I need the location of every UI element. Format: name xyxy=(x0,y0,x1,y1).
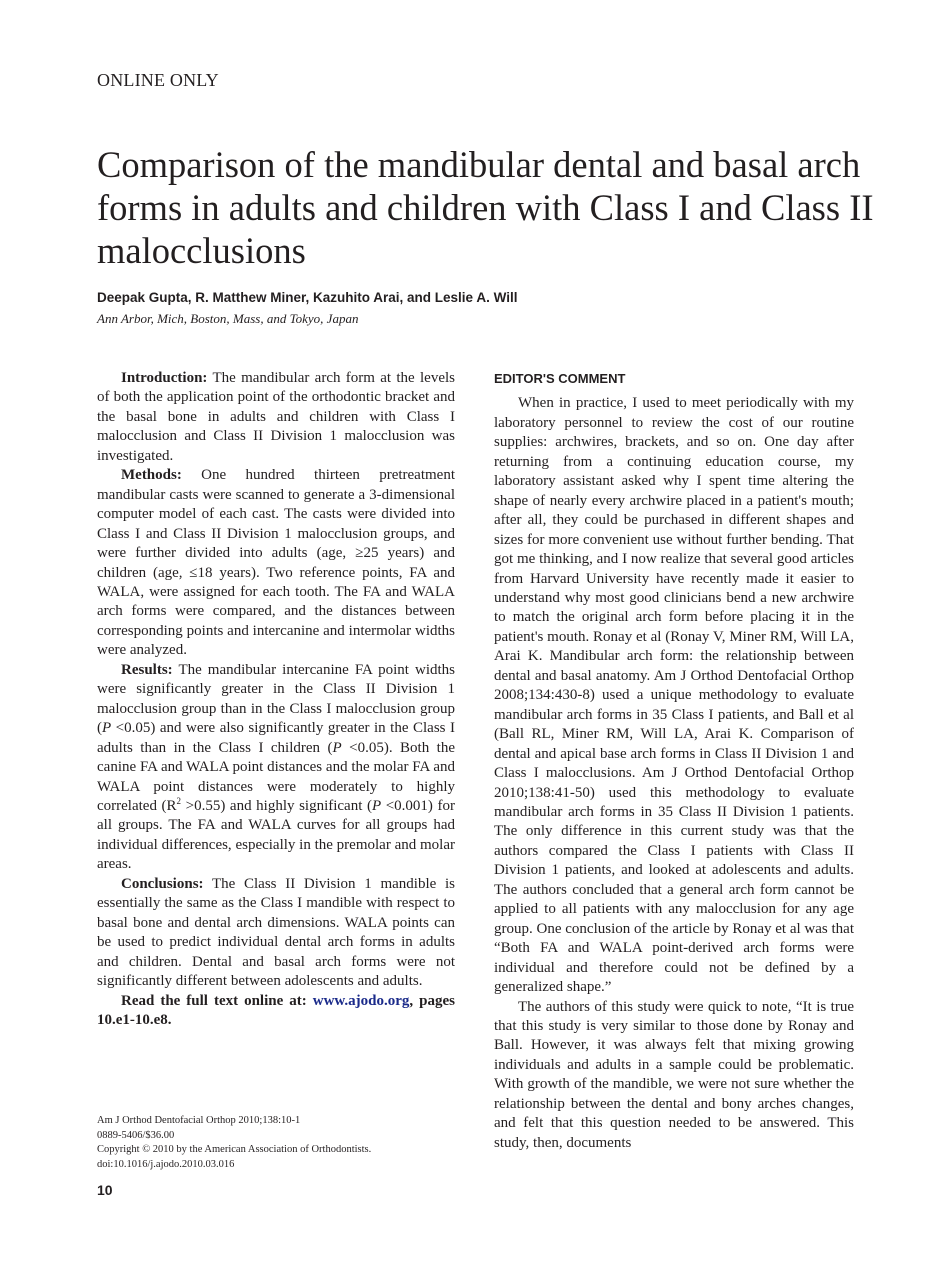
results-text: >0.55) and highly significant ( xyxy=(181,797,372,814)
p-symbol: P xyxy=(332,739,342,756)
abstract-results xyxy=(97,661,455,875)
abstract-introduction xyxy=(97,369,455,466)
p-symbol: P xyxy=(371,797,382,814)
conclusions-label: Conclusions: xyxy=(121,875,204,892)
abstract xyxy=(97,369,455,1030)
editor-comment-heading: EDITOR'S COMMENT xyxy=(494,371,626,386)
doi: doi:10.1016/j.ajodo.2010.03.016 xyxy=(97,1158,235,1170)
issn: 0889-5406/$36.00 xyxy=(97,1129,175,1141)
ajodo-link[interactable]: www.ajodo.org xyxy=(312,992,410,1009)
editor-comment xyxy=(494,369,854,1153)
editor-comment-paragraph: The authors of this study were quick to note, “It is true that this study is very similar to those done by Ronay and Ball. However, it was always felt that mixing growing individuals and adults in a sample could be problematic. With growth of the mandible, we were not sure whether the relationship between the dental and bony arches changes, and felt that this question needed to be answered. This study, then, documents xyxy=(494,998,854,1151)
results-text: The mandibular intercanine FA point widths were significantly greater in the Class II Division 1 malocclusion group than in the Class I malocclusion group ( xyxy=(97,661,455,737)
authors: Deepak Gupta, R. Matthew Miner, Kazuhito Arai, and Leslie A. Will xyxy=(97,290,518,305)
results-text: <0.05). Both the canine FA and WALA point distances and the molar FA and WALA point distances were moderately to highly correlated (R xyxy=(97,739,455,814)
conclusions-text: The Class II Division 1 mandible is essentially the same as the Class I mandible with respect to basal bone and dental arch dimensions. WALA points can be used to predict individual dental arch forms in adults and children. Dental and basal arch forms were not significantly different between adolescents and adults. xyxy=(97,875,455,990)
page-number: 10 xyxy=(97,1182,113,1198)
methods-label: Methods: xyxy=(121,467,182,484)
results-text: <0.001) for all groups. The FA and WALA curves for all groups had individual differences, especially in the premolar and molar areas. xyxy=(97,797,455,873)
copyright: Copyright © 2010 by the American Association of Orthodontists. xyxy=(97,1144,372,1155)
editor-comment-paragraph: When in practice, I used to meet periodically with my laboratory personnel to review the cost of our routine supplies: archwires, brackets, and so on. One day after returning from a continuing education course, my laboratory assistant asked why I spent time altering the shape of nearly every archwire placed in a patient's mouth; after all, they could be purchased in different shapes and sizes for more convenient use without further bending. That got me thinking, and I now realize that several good articles from Harvard University have recently made it easier to understand why most good clinicians bend a new archwire to match the original arch form before placing it in the patient's mouth. Ronay et al (Ronay V, Miner RM, Will LA, Arai K. Mandibular arch form: the relationship between dental and basal anatomy. Am J Orthod Dentofacial Orthop 2008;134:430-8) used a unique methodology to evaluate mandibular arch forms in 35 Class I patients, and Ball et al (Ball RL, Miner RM, Will LA, Arai K. Comparison of dental and apical base arch forms in Class II Division 1 and Class I malocclusions. Am J Orthod Dentofacial Orthop 2010;138:41-50) used this methodology to evaluate mandibular arch forms in 35 Class II Division 1 patients. The only difference in this current study was that the authors compared the Class I patients with Class II Division 1 patients, and looked at adolescents and adults. The authors concluded that a general arch form cannot be applied to all patients with any malocclusion for any age group. One conclusion of the article by Ronay et al was that “Both FA and WALA point-derived arch forms were individual and therefore could not be defined by a generalized shape.” xyxy=(494,395,854,996)
article-title: Comparison of the mandibular dental and basal arch forms in adults and children with Class I and Class II malocclusions xyxy=(97,144,874,271)
superscript: 2 xyxy=(176,795,182,806)
footer xyxy=(97,1114,371,1172)
abstract-methods xyxy=(97,466,455,661)
results-label: Results: xyxy=(121,661,173,678)
introduction-text: The mandibular arch form at the levels of both the application point of the orthodontic bracket and the basal bone in adults and children with Class I malocclusion and Class II Division 1 malocclusion was investigated. xyxy=(97,370,455,464)
section-label: ONLINE ONLY xyxy=(97,70,219,90)
introduction-label: Introduction: xyxy=(121,370,208,386)
citation: Am J Orthod Dentofacial Orthop 2010;138:10-1 xyxy=(97,1115,301,1126)
read-more-label: Read the full text online at: xyxy=(121,992,313,1009)
read-more xyxy=(97,992,455,1031)
read-more-pages: , pages 10.e1-10.e8. xyxy=(97,992,455,1028)
methods-text: One hundred thirteen pretreatment mandibular casts were scanned to generate a 3-dimensional computer model of each cast. The casts were divided into Class I and Class II Division 1 malocclusion groups, and were further divided into adults (age, ≥25 years) and children (age, ≤18 years). Two reference points, FA and WALA, were assigned for each tooth. The FA and WALA arch forms were compared, and the distances between corresponding points and intercanine and intermolar widths were analyzed. xyxy=(97,467,455,659)
abstract-conclusions xyxy=(97,875,455,992)
results-text: <0.05) and were also significantly greater in the Class I adults than in the Class I children ( xyxy=(97,720,455,756)
p-symbol: P xyxy=(102,720,112,737)
affiliations: Ann Arbor, Mich, Boston, Mass, and Tokyo, Japan xyxy=(97,311,359,326)
